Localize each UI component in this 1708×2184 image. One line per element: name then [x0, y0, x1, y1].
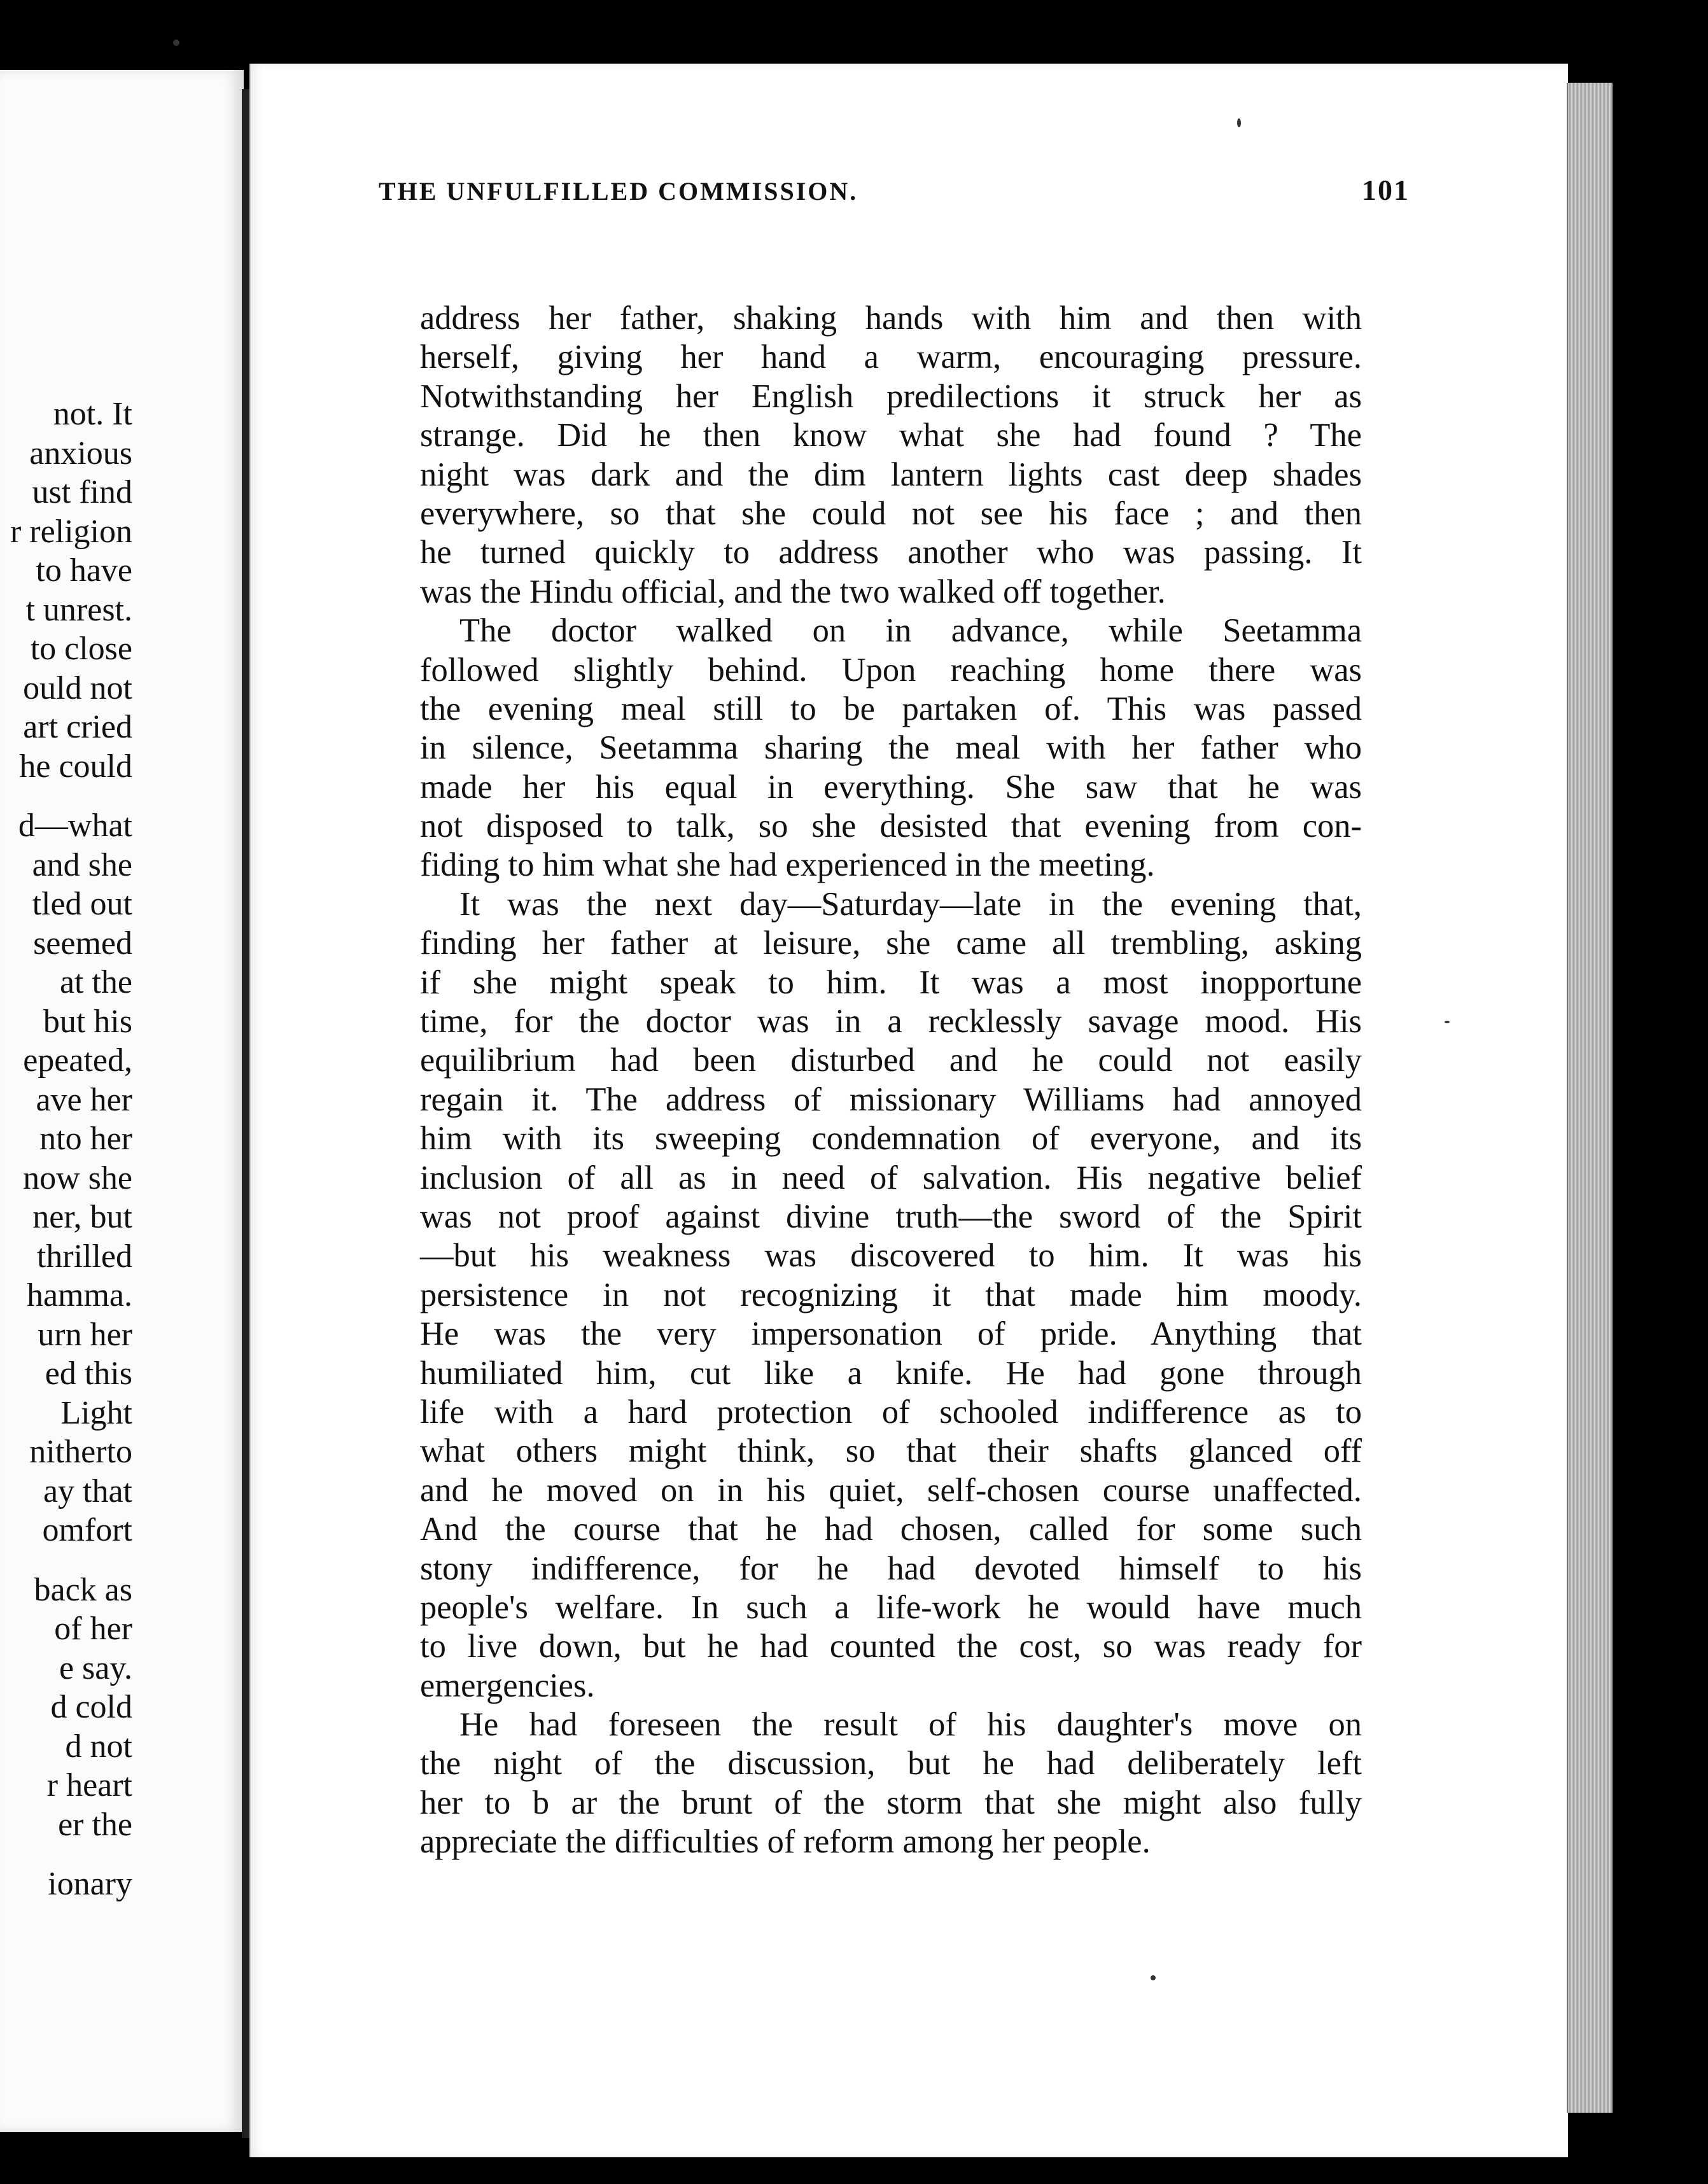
left-text-fragment: ust find	[32, 474, 132, 510]
text-line: fiding to him what she had experienced in the meeting.	[420, 846, 1155, 884]
text-line: made her his equal in everything. She saw that he was	[420, 768, 1362, 806]
text-line: appreciate the difficulties of reform among her people.	[420, 1823, 1151, 1861]
text-line: not disposed to talk, so she desisted that evening from con-	[420, 808, 1362, 845]
left-facing-page	[0, 70, 244, 2132]
text-line: the evening meal still to be partaken of. This was passed	[420, 690, 1362, 727]
text-line: was not proof against divine truth—the sword of the Spirit	[420, 1198, 1362, 1235]
page-number: 101	[1362, 174, 1410, 206]
left-text-fragment: r heart	[46, 1767, 132, 1803]
left-text-fragment: d—what	[18, 808, 132, 844]
text-line: night was dark and the dim lantern lights cast deep shades	[420, 456, 1362, 493]
left-text-fragment: omfort	[42, 1512, 132, 1548]
left-text-fragment: tled out	[32, 886, 132, 922]
text-line: Notwithstanding her English predilections it struck her as	[420, 377, 1362, 415]
text-line: And the course that he had chosen, called for some such	[420, 1511, 1362, 1548]
left-text-fragment: ner, but	[32, 1199, 132, 1235]
book-gutter	[242, 89, 249, 2138]
left-text-fragment: er the	[58, 1806, 132, 1843]
left-text-fragment: not. It	[53, 396, 132, 432]
left-text-fragment: to have	[36, 552, 132, 589]
left-text-fragment: nitherto	[29, 1434, 132, 1470]
left-text-fragment: hamma.	[26, 1277, 132, 1313]
text-line: life with a hard protection of schooled indifference as to	[420, 1393, 1362, 1431]
text-line: regain it. The address of missionary Williams had annoyed	[420, 1081, 1362, 1118]
text-line: humiliated him, cut like a knife. He had gone through	[420, 1354, 1362, 1392]
page-edges	[1567, 83, 1613, 2113]
left-text-fragment: epeated,	[23, 1042, 132, 1079]
text-line: He had foreseen the result of his daughter's move on	[459, 1706, 1362, 1744]
paragraph	[420, 299, 1362, 612]
text-line: he turned quickly to address another who was passing. It	[420, 534, 1362, 571]
text-line: the night of the discussion, but he had deliberately left	[420, 1745, 1362, 1782]
left-text-fragment: and she	[32, 846, 132, 883]
running-head	[379, 173, 1410, 207]
text-line: persistence in not recognizing it that made him moody.	[420, 1276, 1362, 1313]
text-line: He was the very impersonation of pride. Anything that	[420, 1315, 1362, 1353]
text-line: —but his weakness was discovered to him. It was his	[420, 1237, 1362, 1275]
left-text-fragment: urn her	[38, 1316, 132, 1353]
body-text	[420, 299, 1362, 1862]
paragraph	[420, 1705, 1362, 1862]
text-line: in silence, Seetamma sharing the meal with her father who	[420, 729, 1362, 767]
left-text-fragment: nto her	[39, 1121, 132, 1157]
text-line: herself, giving her hand a warm, encouraging pressure.	[420, 339, 1362, 376]
left-page-text-fragments	[0, 395, 132, 1904]
text-line: was the Hindu official, and the two walked off together.	[420, 573, 1166, 610]
left-text-fragment: e say.	[59, 1649, 132, 1686]
left-text-fragment: d cold	[50, 1689, 132, 1725]
left-text-fragment: ed this	[45, 1355, 132, 1392]
left-text-fragment: but his	[43, 1003, 132, 1040]
text-line: address her father, shaking hands with him and then with	[420, 300, 1362, 337]
left-text-fragment: t unrest.	[25, 591, 132, 628]
text-line: everywhere, so that she could not see his face ; and then	[420, 494, 1362, 532]
left-text-fragment: ave her	[36, 1081, 132, 1118]
text-line: It was the next day—Saturday—late in the evening that,	[459, 885, 1362, 923]
text-line: followed slightly behind. Upon reaching home there was	[420, 651, 1362, 689]
speck	[1151, 1975, 1156, 1980]
left-text-fragment: ay that	[43, 1473, 132, 1509]
speck	[1237, 118, 1241, 127]
text-line: if she might speak to him. It was a most inopportune	[420, 963, 1362, 1001]
paragraph	[420, 612, 1362, 885]
left-text-fragment: now she	[23, 1159, 132, 1196]
left-text-fragment: to close	[30, 631, 132, 667]
left-text-fragment: ionary	[48, 1866, 132, 1902]
text-line: finding her father at leisure, she came all trembling, asking	[420, 925, 1362, 962]
text-line: strange. Did he then know what she had found ? The	[420, 417, 1362, 454]
left-text-fragment: at the	[59, 964, 132, 1000]
running-title: THE UNFULFILLED COMMISSION.	[379, 177, 858, 206]
left-text-fragment: of her	[54, 1611, 132, 1647]
left-text-fragment: back as	[34, 1571, 132, 1608]
text-line: equilibrium had been disturbed and he could not easily	[420, 1042, 1362, 1079]
text-line: her to b ar the brunt of the storm that she might also fully	[420, 1784, 1362, 1821]
left-text-fragment: ould not	[23, 669, 132, 706]
speck	[1445, 1021, 1450, 1023]
speck	[173, 39, 179, 46]
left-text-fragment: d not	[65, 1728, 132, 1765]
left-text-fragment: Light	[60, 1394, 132, 1431]
text-line: to live down, but he had counted the cost, so was ready for	[420, 1628, 1362, 1665]
text-line: people's welfare. In such a life-work he would have much	[420, 1588, 1362, 1626]
text-line: what others might think, so that their shafts glanced off	[420, 1432, 1362, 1470]
text-line: The doctor walked on in advance, while Seetamma	[459, 612, 1362, 650]
text-line: time, for the doctor was in a recklessly savage mood. His	[420, 1003, 1362, 1040]
left-text-fragment: anxious	[29, 435, 132, 472]
text-line: stony indifference, for he had devoted himself to his	[420, 1550, 1362, 1587]
paragraph	[420, 885, 1362, 1705]
left-text-fragment: seemed	[33, 925, 132, 962]
text-line: inclusion of all as in need of salvation. His negative belief	[420, 1159, 1362, 1196]
left-text-fragment: thrilled	[36, 1238, 132, 1275]
left-text-fragment: r religion	[10, 513, 132, 550]
left-text-fragment: art cried	[23, 709, 132, 745]
text-line: emergencies.	[420, 1667, 595, 1704]
text-line: him with its sweeping condemnation of everyone, and its	[420, 1120, 1362, 1158]
left-text-fragment: he could	[19, 748, 132, 785]
text-line: and he moved on in his quiet, self-chosen course unaffected.	[420, 1471, 1362, 1509]
